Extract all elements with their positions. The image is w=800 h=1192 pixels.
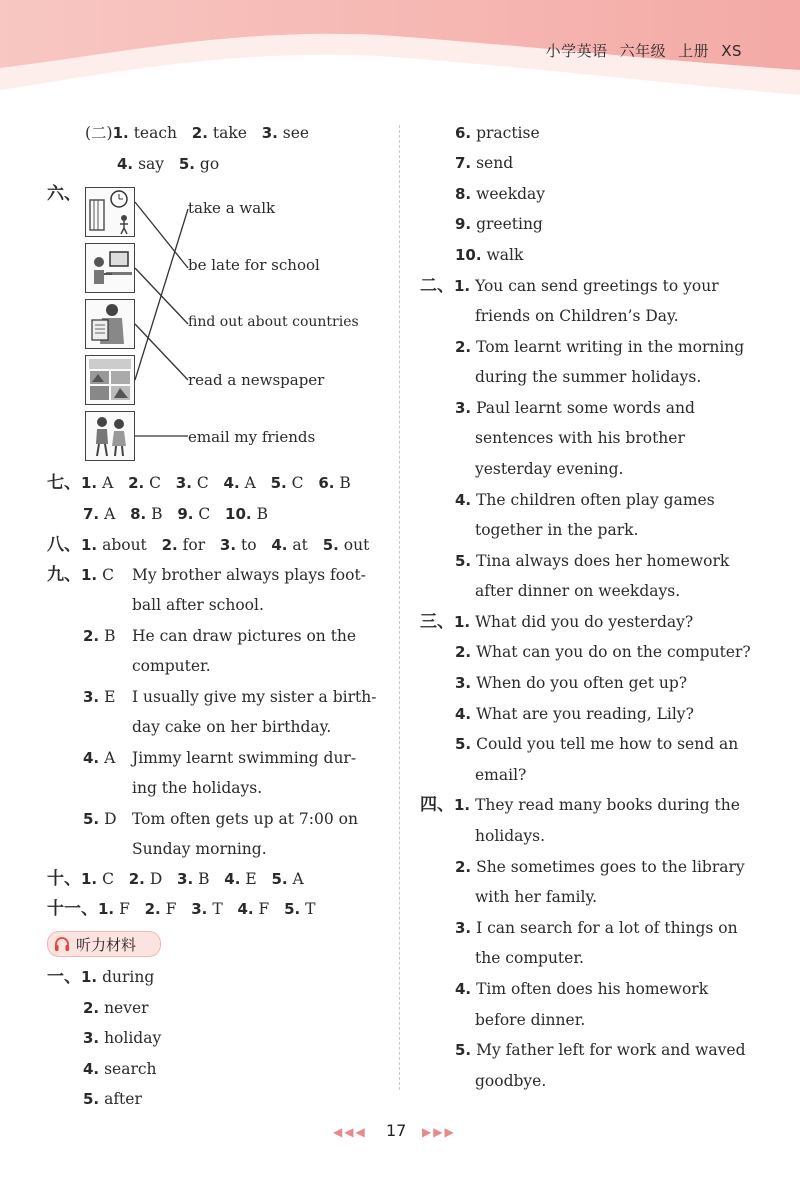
- l4-item-5: [455, 1040, 746, 1060]
- num: 6.: [455, 124, 472, 142]
- section-label: (二): [85, 124, 113, 142]
- answer: weekday: [476, 185, 546, 203]
- num: 8.: [455, 185, 472, 203]
- num: 10.: [225, 505, 252, 523]
- l1-item-6: [455, 123, 540, 143]
- num: 2.: [455, 338, 472, 356]
- num: 5.: [455, 552, 472, 570]
- answer: A: [104, 749, 116, 767]
- num: 4.: [117, 155, 134, 173]
- num: 2.: [128, 474, 145, 492]
- s9-2-line2: computer.: [132, 657, 211, 675]
- s9-4-line1: Jimmy learnt swimming dur-: [132, 749, 357, 767]
- num: 3.: [83, 688, 100, 706]
- num: 4.: [455, 980, 472, 998]
- answer: D: [104, 810, 117, 828]
- num: 3.: [455, 919, 472, 937]
- l2-5-line2: after dinner on weekdays.: [475, 582, 681, 600]
- l4-item-2: [455, 857, 745, 877]
- num: 1.: [81, 566, 98, 584]
- s7-row2: [83, 504, 268, 524]
- answer: during: [102, 968, 155, 986]
- answer: C: [102, 870, 114, 888]
- num: 3.: [219, 536, 237, 554]
- s9-item-5: [83, 809, 117, 829]
- s9-5-line1: Tom often gets up at 7:00 on: [132, 810, 358, 828]
- num: 6.: [318, 474, 335, 492]
- s9-1-line2: ball after school.: [132, 596, 264, 614]
- section-label: 十一、: [47, 899, 98, 919]
- answer: for: [182, 536, 206, 554]
- section-label: 十、: [47, 869, 81, 889]
- num: 1.: [81, 870, 98, 888]
- num: 3.: [261, 124, 278, 142]
- sentence-line: They read many books during the: [475, 796, 740, 814]
- l4-5-line2: goodbye.: [475, 1072, 547, 1090]
- header-grade: 六年级: [619, 42, 667, 60]
- sentence-line: She sometimes goes to the library: [476, 858, 745, 876]
- s11-row: [47, 899, 316, 919]
- num: 3.: [455, 674, 472, 692]
- num: 2.: [161, 536, 178, 554]
- num: 3.: [191, 900, 208, 918]
- num: 3.: [83, 1029, 100, 1047]
- num: 4.: [271, 536, 288, 554]
- answer: walk: [486, 246, 524, 264]
- l4-3-line2: the computer.: [475, 949, 584, 967]
- num: 1.: [81, 474, 98, 492]
- s9-4-line2: ing the holidays.: [132, 779, 263, 797]
- sentence-line: Tom learnt writing in the morning: [476, 338, 745, 356]
- num: 9.: [177, 505, 194, 523]
- num: 1.: [454, 796, 471, 814]
- l3-5-line2: email?: [475, 766, 527, 784]
- page-number: 17: [386, 1121, 407, 1140]
- answer: E: [245, 870, 257, 888]
- l1-item-7: [455, 153, 513, 173]
- num: 4.: [455, 491, 472, 509]
- num: 9.: [455, 215, 472, 233]
- l2-item-1: [420, 276, 719, 296]
- l2-item-5: [455, 551, 729, 571]
- s9-3-line2: day cake on her birthday.: [132, 718, 332, 736]
- answer: at: [292, 536, 308, 554]
- num: 2.: [144, 900, 161, 918]
- l4-1-line2: holidays.: [475, 827, 546, 845]
- num: 4.: [83, 1060, 100, 1078]
- answer: F: [258, 900, 270, 918]
- answer: after: [104, 1090, 142, 1108]
- s9-5-line2: Sunday morning.: [132, 840, 267, 858]
- num: 1.: [81, 968, 98, 986]
- answer: see: [282, 124, 310, 142]
- num: 2.: [455, 858, 472, 876]
- num: 4.: [223, 474, 240, 492]
- answer: take: [212, 124, 247, 142]
- sentence-line: Tim often does his homework: [476, 980, 709, 998]
- l1-item-10: [455, 245, 523, 265]
- sentence-line: Tina always does her homework: [476, 552, 730, 570]
- answer: C: [149, 474, 162, 492]
- num: 5.: [178, 155, 195, 173]
- listening-label: 听力材料: [76, 936, 137, 954]
- answer: T: [212, 900, 223, 918]
- num: 1.: [112, 124, 129, 142]
- sentence-line: Paul learnt some words and: [476, 399, 695, 417]
- l2-item-4: [455, 490, 715, 510]
- num: 4.: [224, 870, 241, 888]
- l2-item-3: [455, 398, 695, 418]
- num: 1.: [454, 613, 471, 631]
- answer: out: [343, 536, 370, 554]
- header-edition: XS: [721, 42, 742, 60]
- l4-item-3: [455, 918, 738, 938]
- sentence-line: You can send greetings to your: [475, 277, 719, 295]
- answer: E: [104, 688, 116, 706]
- l3-item-4: [455, 704, 694, 724]
- s9-3-line1: I usually give my sister a birth-: [132, 688, 377, 706]
- section-label: 二、: [420, 276, 454, 296]
- phrase-late-for-school: be late for school: [188, 256, 320, 274]
- answer: about: [102, 536, 147, 554]
- phrase-find-out-countries: find out about countries: [188, 314, 359, 330]
- l3-item-1: [420, 612, 693, 632]
- num: 1.: [81, 536, 98, 554]
- answer: never: [104, 999, 149, 1017]
- left-arrows-icon: ◀◀◀: [333, 1125, 367, 1139]
- num: 7.: [83, 505, 100, 523]
- match-line-3: [135, 324, 188, 380]
- sentence-line: When do you often get up?: [476, 674, 688, 692]
- l2-1-line2: friends on Children’s Day.: [475, 307, 679, 325]
- s9-2-line1: He can draw pictures on the: [132, 627, 357, 645]
- num: 10.: [455, 246, 482, 264]
- num: 2.: [191, 124, 208, 142]
- headphones-icon: [53, 935, 71, 953]
- num: 5.: [455, 1041, 472, 1059]
- answer: F: [119, 900, 130, 918]
- answer: C: [102, 566, 114, 584]
- answer: to: [241, 536, 257, 554]
- num: 4.: [83, 749, 100, 767]
- l4-item-4: [455, 979, 708, 999]
- sentence-line: What are you reading, Lily?: [476, 705, 694, 723]
- l1-item-5: [83, 1089, 142, 1109]
- s6-label: 六、: [47, 184, 81, 204]
- answer: T: [305, 900, 316, 918]
- sentence-line: I can search for a lot of things on: [476, 919, 738, 937]
- s9-item-1: [47, 565, 114, 585]
- num: 3.: [175, 474, 192, 492]
- section-label: 一、: [47, 967, 81, 987]
- l3-item-2: [455, 642, 751, 662]
- num: 3.: [455, 399, 472, 417]
- answer: B: [339, 474, 351, 492]
- num: 2.: [128, 870, 145, 888]
- num: 5.: [83, 1090, 100, 1108]
- section-label: 三、: [420, 612, 454, 632]
- num: 5.: [322, 536, 339, 554]
- s10-row: [47, 869, 304, 889]
- answer: say: [138, 155, 165, 173]
- l2-item-2: [455, 337, 744, 357]
- header-subject: 小学英语: [545, 42, 608, 60]
- num: 2.: [83, 999, 100, 1017]
- l3-item-3: [455, 673, 687, 693]
- answer: greeting: [476, 215, 543, 233]
- l1-item-1: [47, 967, 154, 987]
- num: 3.: [177, 870, 194, 888]
- answer: practise: [476, 124, 540, 142]
- num: 7.: [455, 154, 472, 172]
- answer: A: [244, 474, 256, 492]
- sentence-line: The children often play games: [476, 491, 715, 509]
- section-label: 四、: [420, 795, 454, 815]
- num: 4.: [455, 705, 472, 723]
- s9-1-line1: My brother always plays foot-: [132, 566, 366, 584]
- sentence-line: What did you do yesterday?: [475, 613, 694, 631]
- right-arrows-icon: ▶▶▶: [422, 1125, 456, 1139]
- answer: go: [199, 155, 220, 173]
- l4-4-line2: before dinner.: [475, 1011, 586, 1029]
- num: 1.: [98, 900, 115, 918]
- l1-item-3: [83, 1028, 161, 1048]
- answer: B: [198, 870, 210, 888]
- s9-item-3: [83, 687, 115, 707]
- num: 8.: [130, 505, 147, 523]
- sentence-line: My father left for work and waved: [476, 1041, 746, 1059]
- sentence-line: Could you tell me how to send an: [476, 735, 739, 753]
- answer: send: [476, 154, 514, 172]
- answer: B: [104, 627, 116, 645]
- sentence-line: What can you do on the computer?: [476, 643, 751, 661]
- l2-2-line2: during the summer holidays.: [475, 368, 702, 386]
- header-volume: 上册: [678, 42, 710, 60]
- answer: C: [198, 505, 211, 523]
- answer: holiday: [104, 1029, 162, 1047]
- l1-item-2: [83, 998, 149, 1018]
- answer: D: [149, 870, 163, 888]
- answer: C: [196, 474, 209, 492]
- l2-3-line3: yesterday evening.: [475, 460, 624, 478]
- l3-item-5: [455, 734, 738, 754]
- phrase-take-a-walk: take a walk: [188, 199, 276, 217]
- l1-item-8: [455, 184, 545, 204]
- phrase-email-friends: email my friends: [188, 428, 316, 446]
- answer: B: [151, 505, 163, 523]
- answer: teach: [133, 124, 177, 142]
- answer: C: [291, 474, 304, 492]
- l4-2-line2: with her family.: [475, 888, 598, 906]
- answer: A: [292, 870, 304, 888]
- s9-item-4: [83, 748, 115, 768]
- answer: search: [104, 1060, 157, 1078]
- section-label: 八、: [47, 535, 81, 555]
- l1-item-9: [455, 214, 543, 234]
- s9-item-2: [83, 626, 115, 646]
- num: 4.: [237, 900, 254, 918]
- section-label: 七、: [47, 473, 81, 493]
- s8-row: [47, 535, 369, 555]
- answer: B: [256, 505, 268, 523]
- num: 2.: [455, 643, 472, 661]
- num: 5.: [455, 735, 472, 753]
- num: 5.: [83, 810, 100, 828]
- num: 5.: [284, 900, 301, 918]
- l4-item-1: [420, 795, 740, 815]
- num: 5.: [271, 870, 288, 888]
- answer: A: [104, 505, 116, 523]
- section-label: 九、: [47, 565, 81, 585]
- num: 2.: [83, 627, 100, 645]
- l1-item-4: [83, 1059, 157, 1079]
- phrase-read-newspaper: read a newspaper: [188, 371, 325, 389]
- l2-4-line2: together in the park.: [475, 521, 639, 539]
- s7-row1: [47, 473, 351, 493]
- l2-3-line2: sentences with his brother: [475, 429, 685, 447]
- answer: A: [102, 474, 114, 492]
- answer: F: [165, 900, 177, 918]
- num: 1.: [454, 277, 471, 295]
- listening-materials-badge: [47, 931, 161, 957]
- num: 5.: [270, 474, 287, 492]
